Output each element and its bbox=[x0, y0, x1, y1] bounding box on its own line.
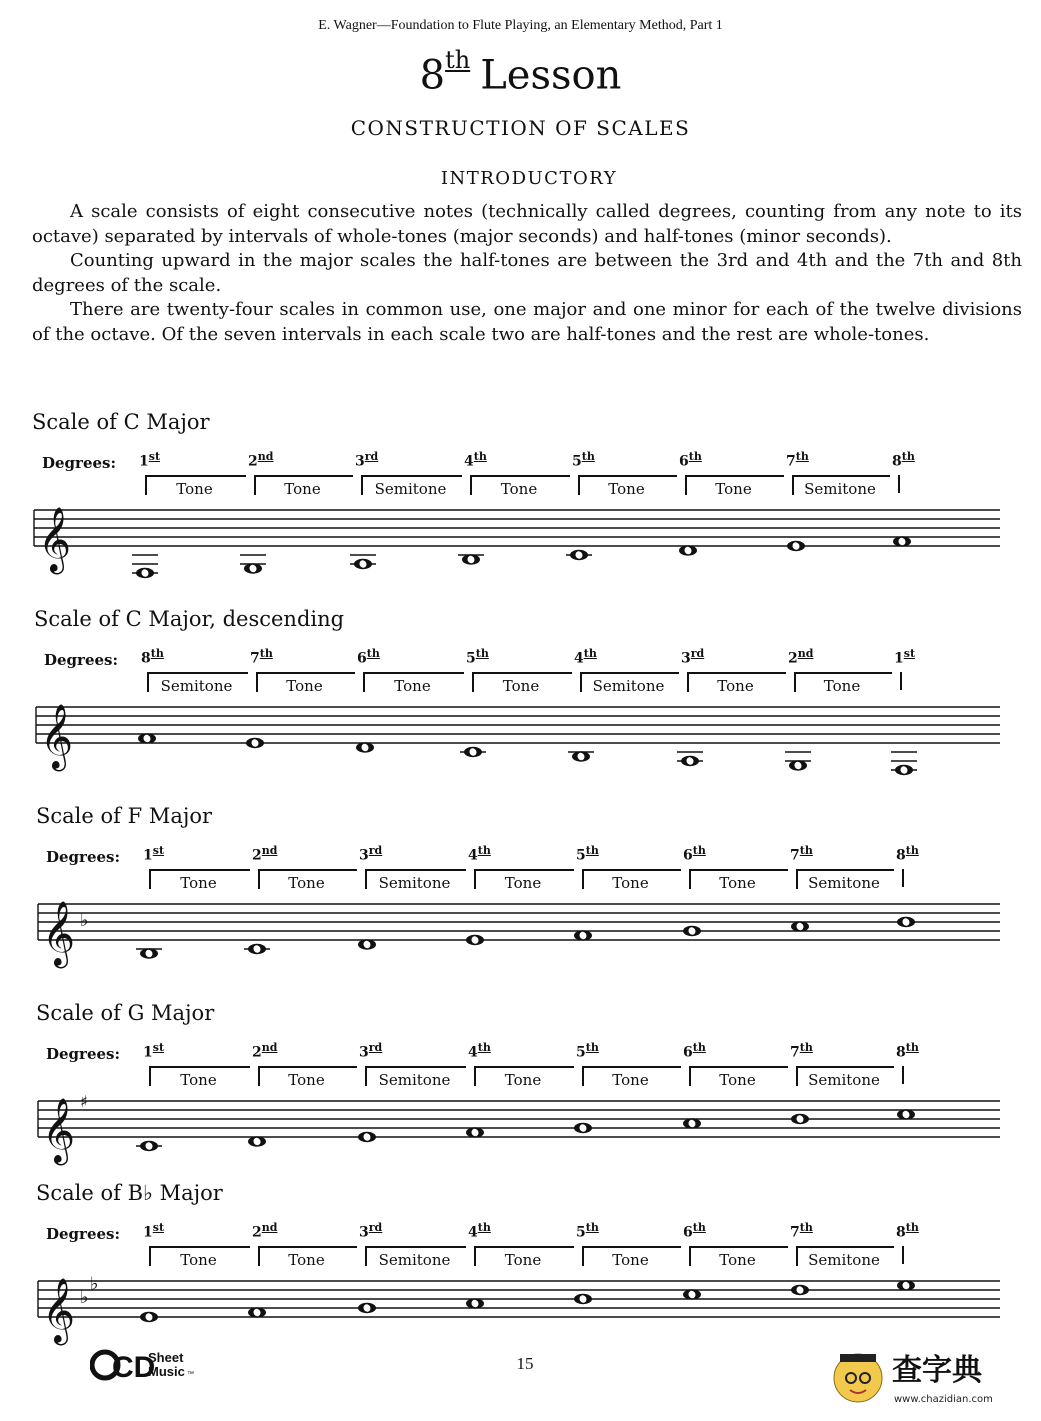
whole-note bbox=[787, 541, 805, 551]
degree-number: 5 bbox=[576, 847, 586, 864]
lesson-word: Lesson bbox=[480, 52, 622, 99]
degree-number: 2 bbox=[788, 650, 798, 667]
lesson-number: 8 bbox=[419, 52, 446, 99]
degree-suffix: th bbox=[583, 647, 597, 660]
degree-suffix: th bbox=[901, 450, 915, 463]
whole-note bbox=[572, 751, 590, 761]
music-staff bbox=[0, 1091, 1000, 1171]
degree-suffix: nd bbox=[797, 647, 814, 660]
degree-suffix: th bbox=[473, 450, 487, 463]
whole-note bbox=[683, 1118, 701, 1128]
degree-number: 4 bbox=[468, 847, 478, 864]
whole-note bbox=[248, 1307, 266, 1317]
degree-label bbox=[576, 844, 599, 864]
whole-note bbox=[897, 917, 915, 927]
degree-number: 6 bbox=[683, 1044, 693, 1061]
degree-label bbox=[681, 647, 704, 667]
degree-label bbox=[468, 844, 491, 864]
whole-note bbox=[466, 935, 484, 945]
interval-label: Tone bbox=[180, 1071, 217, 1089]
degree-suffix: th bbox=[585, 1221, 599, 1234]
degree-number: 2 bbox=[252, 847, 262, 864]
lesson-title bbox=[0, 46, 1041, 99]
whole-note bbox=[244, 563, 262, 573]
flat-icon: ♭ bbox=[80, 910, 89, 931]
whole-note bbox=[356, 742, 374, 752]
interval-label: Semitone bbox=[808, 1071, 880, 1089]
whole-note bbox=[358, 939, 376, 949]
flat-icon: ♭ bbox=[90, 1273, 99, 1295]
interval-label: Semitone bbox=[378, 1251, 451, 1269]
degree-suffix: th bbox=[585, 844, 599, 857]
interval-bracket-end bbox=[898, 475, 900, 493]
interval-label: Semitone bbox=[378, 874, 451, 892]
degree-label bbox=[786, 450, 809, 470]
degree-number: 5 bbox=[576, 1044, 586, 1061]
degree-label bbox=[252, 844, 277, 864]
degree-label bbox=[683, 1041, 706, 1061]
degree-suffix: th bbox=[585, 1041, 599, 1054]
degree-label bbox=[788, 647, 813, 667]
whole-note bbox=[679, 545, 697, 555]
degree-label bbox=[679, 450, 702, 470]
whole-note bbox=[789, 760, 807, 770]
whole-note bbox=[895, 765, 913, 775]
intro-heading: INTRODUCTORY bbox=[440, 168, 618, 189]
degrees-label: Degrees: bbox=[46, 1225, 121, 1243]
interval-bracket-end bbox=[902, 869, 904, 887]
interval-label: Tone bbox=[500, 480, 538, 498]
degree-suffix: st bbox=[152, 1221, 165, 1234]
logo-mark: CD bbox=[112, 1351, 156, 1382]
degree-number: 3 bbox=[359, 847, 369, 864]
degrees-label: Degrees: bbox=[46, 1045, 121, 1063]
degree-number: 7 bbox=[250, 650, 260, 667]
degree-suffix: th bbox=[799, 1041, 813, 1054]
degree-label bbox=[464, 450, 487, 470]
degree-label bbox=[572, 450, 595, 470]
whole-note bbox=[354, 559, 372, 569]
degree-label bbox=[683, 844, 706, 864]
interval-bracket-end bbox=[900, 672, 902, 690]
degree-label bbox=[359, 1221, 382, 1241]
degree-label bbox=[790, 1221, 813, 1241]
degree-number: 2 bbox=[248, 453, 258, 470]
degree-number: 7 bbox=[790, 1224, 800, 1241]
interval-label: Tone bbox=[719, 1251, 756, 1269]
degree-number: 4 bbox=[574, 650, 584, 667]
degree-label bbox=[143, 1221, 164, 1241]
logo-url: www.chazidian.com bbox=[894, 1394, 993, 1405]
music-staff bbox=[0, 500, 1000, 580]
degree-label bbox=[357, 647, 380, 667]
interval-label: Tone bbox=[612, 874, 649, 892]
interval-label: Tone bbox=[823, 677, 861, 695]
interval-label: Semitone bbox=[808, 874, 880, 892]
degree-suffix: th bbox=[259, 647, 273, 660]
degree-number: 6 bbox=[679, 453, 689, 470]
degree-number: 1 bbox=[139, 453, 149, 470]
degree-label bbox=[896, 1041, 919, 1061]
degree-number: 6 bbox=[683, 847, 693, 864]
degree-number: 2 bbox=[252, 1044, 262, 1061]
whole-note bbox=[140, 948, 158, 958]
degree-suffix: th bbox=[692, 844, 706, 857]
treble-clef-icon: 𝄞 bbox=[38, 507, 72, 572]
logo-tm: ™ bbox=[187, 1371, 194, 1378]
degree-suffix: st bbox=[148, 450, 161, 463]
degree-number: 7 bbox=[790, 1044, 800, 1061]
whole-note bbox=[140, 1312, 158, 1322]
degree-label bbox=[359, 1041, 382, 1061]
degree-number: 2 bbox=[252, 1224, 262, 1241]
degree-suffix: th bbox=[366, 647, 380, 660]
whole-note bbox=[466, 1298, 484, 1308]
whole-note bbox=[462, 554, 480, 564]
degree-number: 6 bbox=[683, 1224, 693, 1241]
treble-clef-icon: 𝄞 bbox=[40, 704, 74, 769]
degree-suffix: th bbox=[905, 1221, 919, 1234]
whole-note bbox=[574, 1123, 592, 1133]
degree-label bbox=[896, 1221, 919, 1241]
degree-suffix: th bbox=[905, 1041, 919, 1054]
degree-suffix: rd bbox=[368, 1041, 383, 1054]
degree-suffix: nd bbox=[261, 1041, 278, 1054]
degree-label bbox=[359, 844, 382, 864]
interval-label: Tone bbox=[288, 874, 325, 892]
interval-label: Tone bbox=[608, 480, 645, 498]
degree-label bbox=[143, 844, 164, 864]
whole-note bbox=[897, 1109, 915, 1119]
degree-label bbox=[790, 1041, 813, 1061]
whole-note bbox=[138, 733, 156, 743]
scale-title: Scale of B♭ Major bbox=[36, 1181, 223, 1205]
whole-note bbox=[246, 738, 264, 748]
degree-suffix: th bbox=[477, 1221, 491, 1234]
logo-chars: 查字典 bbox=[892, 1353, 982, 1388]
treble-clef-icon: 𝄞 bbox=[42, 1278, 76, 1343]
interval-label: Tone bbox=[180, 874, 217, 892]
interval-label: Tone bbox=[176, 480, 213, 498]
degree-number: 1 bbox=[143, 847, 153, 864]
degree-label bbox=[468, 1041, 491, 1061]
scale-title: Scale of C Major, descending bbox=[34, 607, 345, 631]
degree-suffix: th bbox=[581, 450, 595, 463]
degree-number: 8 bbox=[892, 453, 902, 470]
interval-label: Tone bbox=[288, 1071, 325, 1089]
degree-suffix: th bbox=[692, 1041, 706, 1054]
interval-label: Tone bbox=[394, 677, 431, 695]
degree-suffix: nd bbox=[257, 450, 274, 463]
whole-note bbox=[248, 1136, 266, 1146]
page-number: 15 bbox=[516, 1354, 534, 1373]
degree-suffix: th bbox=[475, 647, 489, 660]
interval-label: Tone bbox=[612, 1251, 649, 1269]
page-header: E. Wagner—Foundation to Flute Playing, an Elementary Method, Part 1 bbox=[318, 18, 723, 33]
degree-label bbox=[894, 647, 915, 667]
whole-note bbox=[574, 930, 592, 940]
degree-suffix: th bbox=[905, 844, 919, 857]
degree-label bbox=[355, 450, 378, 470]
whole-note bbox=[791, 1114, 809, 1124]
degree-label bbox=[139, 450, 160, 470]
degree-number: 5 bbox=[576, 1224, 586, 1241]
degree-label bbox=[250, 647, 273, 667]
logo-line1: Sheet bbox=[148, 1350, 184, 1365]
degree-number: 4 bbox=[464, 453, 474, 470]
degree-label bbox=[466, 647, 489, 667]
degrees-label: Degrees: bbox=[42, 454, 117, 472]
interval-label: Tone bbox=[612, 1071, 649, 1089]
intro-paragraph: A scale consists of eight consecutive notes (technically called degrees, counting from any note to its octave) separated by intervals of whole-tones (major seconds) and half-tones (minor seconds). bbox=[32, 201, 1022, 247]
degree-suffix: th bbox=[477, 844, 491, 857]
whole-note bbox=[683, 1289, 701, 1299]
degree-number: 7 bbox=[790, 847, 800, 864]
interval-label: Semitone bbox=[374, 480, 447, 498]
degree-number: 3 bbox=[359, 1224, 369, 1241]
music-staff bbox=[0, 1271, 1000, 1351]
whole-note bbox=[681, 756, 699, 766]
interval-label: Tone bbox=[504, 1251, 542, 1269]
degree-number: 3 bbox=[359, 1044, 369, 1061]
whole-note bbox=[791, 921, 809, 931]
whole-note bbox=[358, 1303, 376, 1313]
interval-label: Tone bbox=[719, 1071, 756, 1089]
interval-label: Semitone bbox=[378, 1071, 451, 1089]
degree-number: 8 bbox=[896, 1224, 906, 1241]
interval-label: Semitone bbox=[804, 480, 876, 498]
interval-label: Tone bbox=[715, 480, 752, 498]
whole-note bbox=[570, 550, 588, 560]
degree-label bbox=[141, 647, 164, 667]
interval-label: Tone bbox=[180, 1251, 217, 1269]
music-staff bbox=[0, 894, 1000, 974]
degree-number: 8 bbox=[896, 847, 906, 864]
interval-label: Semitone bbox=[160, 677, 233, 695]
treble-clef-icon: 𝄞 bbox=[42, 1098, 76, 1163]
degree-number: 5 bbox=[466, 650, 476, 667]
whole-note bbox=[358, 1132, 376, 1142]
degree-label bbox=[468, 1221, 491, 1241]
degrees-label: Degrees: bbox=[46, 848, 121, 866]
degree-label bbox=[896, 844, 919, 864]
degree-label bbox=[683, 1221, 706, 1241]
interval-label: Tone bbox=[719, 874, 756, 892]
degree-label bbox=[576, 1221, 599, 1241]
degree-suffix: th bbox=[150, 647, 164, 660]
scale-title: Scale of G Major bbox=[36, 1001, 215, 1025]
interval-label: Tone bbox=[502, 677, 540, 695]
interval-label: Tone bbox=[504, 874, 542, 892]
whole-note bbox=[136, 568, 154, 578]
degrees-label: Degrees: bbox=[44, 651, 119, 669]
degree-suffix: st bbox=[903, 647, 916, 660]
degree-suffix: rd bbox=[690, 647, 705, 660]
degree-number: 8 bbox=[141, 650, 151, 667]
degree-label bbox=[252, 1041, 277, 1061]
degree-number: 4 bbox=[468, 1044, 478, 1061]
whole-note bbox=[893, 536, 911, 546]
interval-label: Tone bbox=[288, 1251, 325, 1269]
degree-suffix: rd bbox=[368, 1221, 383, 1234]
degree-number: 3 bbox=[355, 453, 365, 470]
degree-number: 7 bbox=[786, 453, 796, 470]
degree-number: 1 bbox=[143, 1224, 153, 1241]
intro-paragraph: There are twenty-four scales in common use, one major and one minor for each of the twelve divisions of the octave. Of the seven intervals in each scale two are half-tones and the rest are whole-tones. bbox=[32, 299, 1022, 345]
intro-paragraph: Counting upward in the major scales the half-tones are between the 3rd and 4th and the 7th and 8th degrees of the scale. bbox=[32, 250, 1022, 296]
intro-text bbox=[32, 200, 1022, 347]
degree-suffix: th bbox=[692, 1221, 706, 1234]
flat-icon: ♭ bbox=[80, 1287, 89, 1308]
degree-number: 3 bbox=[681, 650, 691, 667]
degree-suffix: th bbox=[688, 450, 702, 463]
degree-suffix: rd bbox=[364, 450, 379, 463]
whole-note bbox=[574, 1294, 592, 1304]
degree-number: 5 bbox=[572, 453, 582, 470]
degree-label bbox=[248, 450, 273, 470]
logo-line2: Music bbox=[148, 1364, 185, 1379]
degree-number: 8 bbox=[896, 1044, 906, 1061]
interval-bracket-end bbox=[902, 1246, 904, 1264]
interval-label: Tone bbox=[504, 1071, 542, 1089]
scale-title: Scale of C Major bbox=[32, 410, 210, 434]
scale-title: Scale of F Major bbox=[36, 804, 213, 828]
degree-number: 1 bbox=[894, 650, 904, 667]
degree-label bbox=[252, 1221, 277, 1241]
treble-clef-icon: 𝄞 bbox=[42, 901, 76, 966]
degree-number: 4 bbox=[468, 1224, 478, 1241]
degree-suffix: rd bbox=[368, 844, 383, 857]
interval-bracket-end bbox=[902, 1066, 904, 1084]
degree-label bbox=[576, 1041, 599, 1061]
interval-label: Semitone bbox=[808, 1251, 880, 1269]
degree-suffix: th bbox=[477, 1041, 491, 1054]
lesson-subtitle: CONSTRUCTION OF SCALES bbox=[350, 116, 691, 140]
degree-suffix: th bbox=[799, 844, 813, 857]
degree-label bbox=[790, 844, 813, 864]
degree-suffix: st bbox=[152, 844, 165, 857]
degree-number: 1 bbox=[143, 1044, 153, 1061]
degree-label bbox=[143, 1041, 164, 1061]
cd-sheet-music-logo bbox=[90, 1348, 200, 1387]
degree-label bbox=[892, 450, 915, 470]
sharp-icon: ♯ bbox=[80, 1092, 88, 1111]
degree-suffix: nd bbox=[261, 844, 278, 857]
lesson-number-suffix: th bbox=[445, 46, 471, 74]
music-staff bbox=[0, 697, 1000, 777]
whole-note bbox=[897, 1280, 915, 1290]
degree-number: 6 bbox=[357, 650, 367, 667]
whole-note bbox=[466, 1127, 484, 1137]
whole-note bbox=[248, 944, 266, 954]
degree-suffix: th bbox=[799, 1221, 813, 1234]
interval-label: Semitone bbox=[592, 677, 665, 695]
interval-label: Tone bbox=[717, 677, 754, 695]
whole-note bbox=[683, 926, 701, 936]
degree-suffix: nd bbox=[261, 1221, 278, 1234]
whole-note bbox=[791, 1285, 809, 1295]
degree-label bbox=[574, 647, 597, 667]
whole-note bbox=[464, 747, 482, 757]
interval-label: Tone bbox=[286, 677, 323, 695]
degree-suffix: st bbox=[152, 1041, 165, 1054]
degree-suffix: th bbox=[795, 450, 809, 463]
whole-note bbox=[140, 1141, 158, 1151]
interval-label: Tone bbox=[284, 480, 321, 498]
chazidian-logo bbox=[830, 1340, 1030, 1421]
